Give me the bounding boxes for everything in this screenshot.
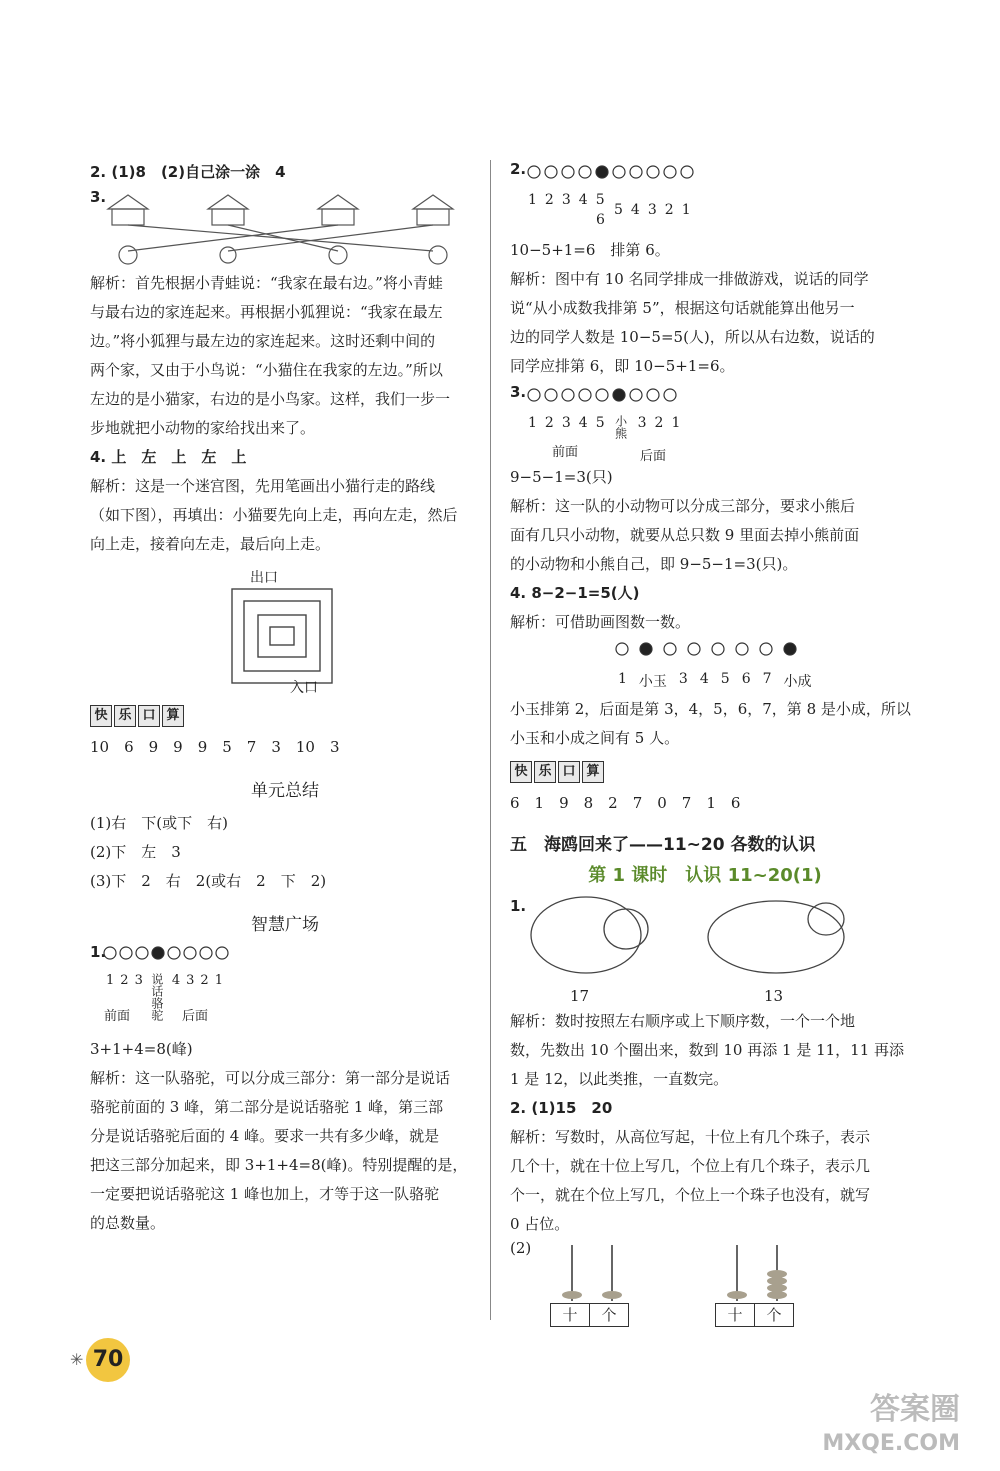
l1-explain-3: 1 是 12，以此类推，一直数完。 (510, 1070, 729, 1088)
w1-explain-5: 一定要把说话骆驼这 1 峰也加上，才等于这一队骆驼 (90, 1185, 440, 1203)
q3-diagram (510, 381, 900, 463)
badge-char: 口 (558, 761, 580, 783)
q4-num: 7 (762, 671, 772, 687)
l2-explain-4: 0 占位。 (510, 1215, 570, 1233)
abacus-label: 十 (715, 1303, 755, 1327)
fox-icon (329, 246, 347, 264)
q4-num: 小成 (783, 674, 812, 690)
abacus-label: 十 (550, 1303, 590, 1327)
q3-num: 小熊 (613, 415, 628, 439)
q3-num: 1 (528, 415, 537, 431)
abacus-figure (510, 1239, 900, 1329)
badge-char: 算 (162, 705, 184, 727)
r-q4-text-1: 小玉排第 2，后面是第 3，4，5，6，7，第 8 是小成，所以 (510, 700, 911, 718)
r-q2-explain-2: 说“从小成数我排第 5”，根据这句话就能算出他另一 (510, 299, 855, 317)
badge-char: 快 (510, 761, 532, 783)
q4-num: 4 (699, 671, 709, 687)
q2-num: 4 (578, 192, 588, 208)
maze-icon (230, 587, 340, 687)
q2-six: 6 (596, 212, 605, 228)
q4-nums (618, 671, 812, 691)
right-column (510, 158, 911, 1329)
left-q4-explain-1: 解析：这是一个迷宫图，先用笔画出小猫行走的路线 (90, 477, 436, 495)
left-q3-explain-4: 两个家，又由于小鸟说：“小猫住在我家的左边。”所以 (90, 361, 443, 379)
watermark-line: MXQE.COM (822, 1431, 960, 1456)
right-kuaile-answers: 6 1 9 8 2 7 0 7 1 6 (510, 794, 741, 812)
w1-explain-6: 的总数量。 (90, 1214, 166, 1232)
unit-summary-2: (2)下 左 3 (90, 843, 181, 861)
w1-label: 1. (90, 943, 107, 961)
abacus-icon (715, 1243, 805, 1303)
left-q3-explain-5: 左边的是小猫家，右边的是小鸟家。这样，我们一步一 (90, 390, 451, 408)
q2-num: 2 (664, 202, 674, 218)
r-q4: 4. 8−2−1=5(人) (510, 584, 640, 602)
q3-back: 后面 (640, 449, 667, 464)
badge-char: 口 (138, 705, 160, 727)
abacus-base-1 (550, 1303, 629, 1327)
abacus-label: 个 (590, 1303, 629, 1327)
maze-exit-label: 出口 (250, 570, 278, 586)
unit-summary-1: (1)右 下(或下 右) (90, 814, 228, 832)
q2-num: 4 (630, 202, 640, 218)
r-q4-explain: 解析：可借助画图数一数。 (510, 613, 691, 631)
l1-count-1: 17 (570, 987, 590, 1005)
q2-num: 1 (681, 202, 691, 218)
r-q3-explain-2: 面有几只小动物，就要从总只数 9 里面去掉小熊前面 (510, 526, 860, 544)
house-animal-figure (98, 189, 478, 269)
q4-num: 小玉 (638, 674, 667, 690)
house-icon (108, 195, 148, 225)
q3-num: 2 (654, 415, 664, 431)
w1-num: 1 (214, 973, 223, 988)
w1-explain-2: 骆驼前面的 3 峰，第二部分是说话骆驼 1 峰，第三部 (90, 1098, 444, 1116)
bird-icon (220, 247, 236, 263)
q4-diagram (510, 637, 900, 695)
l1-figure (510, 895, 900, 1007)
l2-part2: (2) (510, 1239, 532, 1257)
q4-num: 3 (678, 671, 688, 687)
q3-nums (528, 415, 680, 439)
left-q4-explain-2: （如下图），再填出：小猫要先向上走，再向左走，然后 (90, 506, 458, 524)
left-q3-explain-6: 步地就把小动物的家给找出来了。 (90, 419, 316, 437)
w1-explain-3: 分是说话骆驼后面的 4 峰。要求一共有多少峰，就是 (90, 1127, 440, 1145)
badge-char: 算 (582, 761, 604, 783)
abacus-icon (550, 1243, 640, 1303)
r-q2-explain-3: 边的同学人数是 10−5=5(人)，所以从右边数，说话的 (510, 328, 875, 346)
q2-circles (526, 164, 706, 184)
r-q2-label: 2. (510, 160, 527, 178)
l2-explain-2: 几个十，就在十位上写几，个位上有几个珠子，表示几 (510, 1157, 871, 1175)
w1-num: 1 (106, 973, 115, 988)
l1-count-2: 13 (764, 987, 784, 1005)
cat-icon (429, 246, 447, 264)
r-q3-explain-1: 解析：这一队的小动物可以分成三部分，要求小熊后 (510, 497, 856, 515)
w1-num: 2 (120, 973, 129, 988)
r-q2-explain-1: 解析：图中有 10 名同学排成一排做游戏，说话的同学 (510, 270, 869, 288)
w1-back: 后面 (182, 1009, 209, 1024)
maze-entry-label: 入口 (290, 680, 318, 696)
q2-nums-right (614, 202, 691, 218)
kuaile-badge-left (90, 705, 184, 727)
q3-num: 2 (544, 415, 554, 431)
w1-front: 前面 (104, 1009, 131, 1024)
column-divider (490, 160, 491, 1320)
q3-num: 1 (671, 415, 681, 431)
w1-num: 3 (134, 973, 143, 988)
star-icon: ✳ (70, 1350, 84, 1369)
l2-explain-1: 解析：写数时，从高位写起，十位上有几个珠子，表示 (510, 1128, 871, 1146)
l1-label: 1. (510, 897, 527, 915)
left-q4-explain-3: 向上走，接着向左走，最后向上走。 (90, 535, 331, 553)
q4-num: 5 (720, 671, 730, 687)
house-icon (318, 195, 358, 225)
q4-circles (614, 641, 814, 661)
left-q3-explain-3: 边。”将小狐狸与最左边的家连起来。这时还剩中间的 (90, 332, 436, 350)
l1-explain-2: 数，先数出 10 个圈出来，数到 10 再添 1 是 11，11 再添 (510, 1041, 905, 1059)
abacus-label: 个 (755, 1303, 794, 1327)
badge-char: 乐 (534, 761, 556, 783)
left-q3-label: 3. (90, 188, 107, 206)
q4-num: 6 (741, 671, 751, 687)
watermark (822, 1393, 960, 1461)
q3-num: 3 (637, 415, 647, 431)
left-q3-explain-2: 与最右边的家连起来。再根据小狐狸说：“我家在最左 (90, 303, 443, 321)
left-column (90, 158, 480, 1238)
l1-explain-1: 解析：数时按照左右顺序或上下顺序数，一个一个地 (510, 1012, 856, 1030)
camel-diagram (90, 943, 480, 1035)
left-q4: 4. 上 左 上 左 上 (90, 448, 247, 466)
house-icon (413, 195, 453, 225)
l2-explain-3: 个一，就在个位上写几，个位上一个珠子也没有，就写 (510, 1186, 871, 1204)
watermark-line: 答案圈 (870, 1392, 960, 1427)
left-q3-explain-1: 解析：首先根据小青蛙说：“我家在最右边。”将小青蛙 (90, 274, 443, 292)
kuaile-badge-right (510, 761, 604, 783)
r-q2-answer: 10−5+1=6 排第 6。 (510, 241, 670, 259)
l2: 2. (1)15 20 (510, 1099, 613, 1117)
q3-num: 4 (578, 415, 588, 431)
q2-num: 5 (614, 202, 623, 218)
unit-summary-title: 单元总结 (251, 781, 319, 801)
r-q3-label: 3. (510, 383, 527, 401)
badge-char: 快 (90, 705, 112, 727)
abacus-base-2 (715, 1303, 794, 1327)
unit-summary-3: (3)下 2 右 2(或右 2 下 2) (90, 872, 327, 890)
w1-explain-4: 把这三部分加起来，即 3+1+4=8(峰)。特别提醒的是， (90, 1156, 468, 1174)
w1-num: 4 (171, 973, 181, 988)
house-icon (208, 195, 248, 225)
r-q3-answer: 9−5−1=3(只) (510, 468, 613, 486)
q2-num: 3 (561, 192, 571, 208)
q3-front: 前面 (552, 445, 579, 460)
q3-circles (526, 387, 696, 407)
left-kuaile-answers: 10 6 9 9 9 5 7 3 10 3 (90, 738, 340, 756)
q2-diagram (510, 158, 900, 236)
w1-num: 2 (200, 973, 209, 988)
w1-explain-1: 解析：这一队骆驼，可以分成三部分：第一部分是说话 (90, 1069, 451, 1087)
left-q2: 2. (1)8 (2)自己涂一涂 4 (90, 163, 286, 181)
badge-char: 乐 (114, 705, 136, 727)
lesson-title: 第 1 课时 认识 11~20(1) (588, 865, 822, 886)
r-q3-explain-3: 的小动物和小熊自己，即 9−5−1=3(只)。 (510, 555, 798, 573)
q4-num: 1 (618, 671, 627, 687)
frog-icon (119, 246, 137, 264)
w1-num: 说话骆驼 (149, 973, 164, 1021)
chapter-title: 五 海鸥回来了——11~20 各数的认识 (510, 835, 816, 855)
q2-num: 2 (544, 192, 554, 208)
q2-num: 3 (647, 202, 657, 218)
wisdom-title: 智慧广场 (251, 915, 319, 935)
page-number: 70 (86, 1338, 130, 1382)
maze-figure (90, 567, 480, 697)
counting-figure (526, 895, 856, 985)
q3-num: 5 (595, 415, 605, 431)
w1-answer: 3+1+4=8(峰) (90, 1040, 193, 1058)
q2-num: 1 (528, 192, 537, 208)
q2-nums-left (528, 192, 605, 208)
r-q4-text-2: 小玉和小成之间有 5 人。 (510, 729, 680, 747)
w1-num: 3 (186, 973, 195, 988)
r-q2-explain-4: 同学应排第 6，即 10−5+1=6。 (510, 357, 735, 375)
q2-num: 5 (595, 192, 605, 208)
q3-num: 3 (561, 415, 571, 431)
